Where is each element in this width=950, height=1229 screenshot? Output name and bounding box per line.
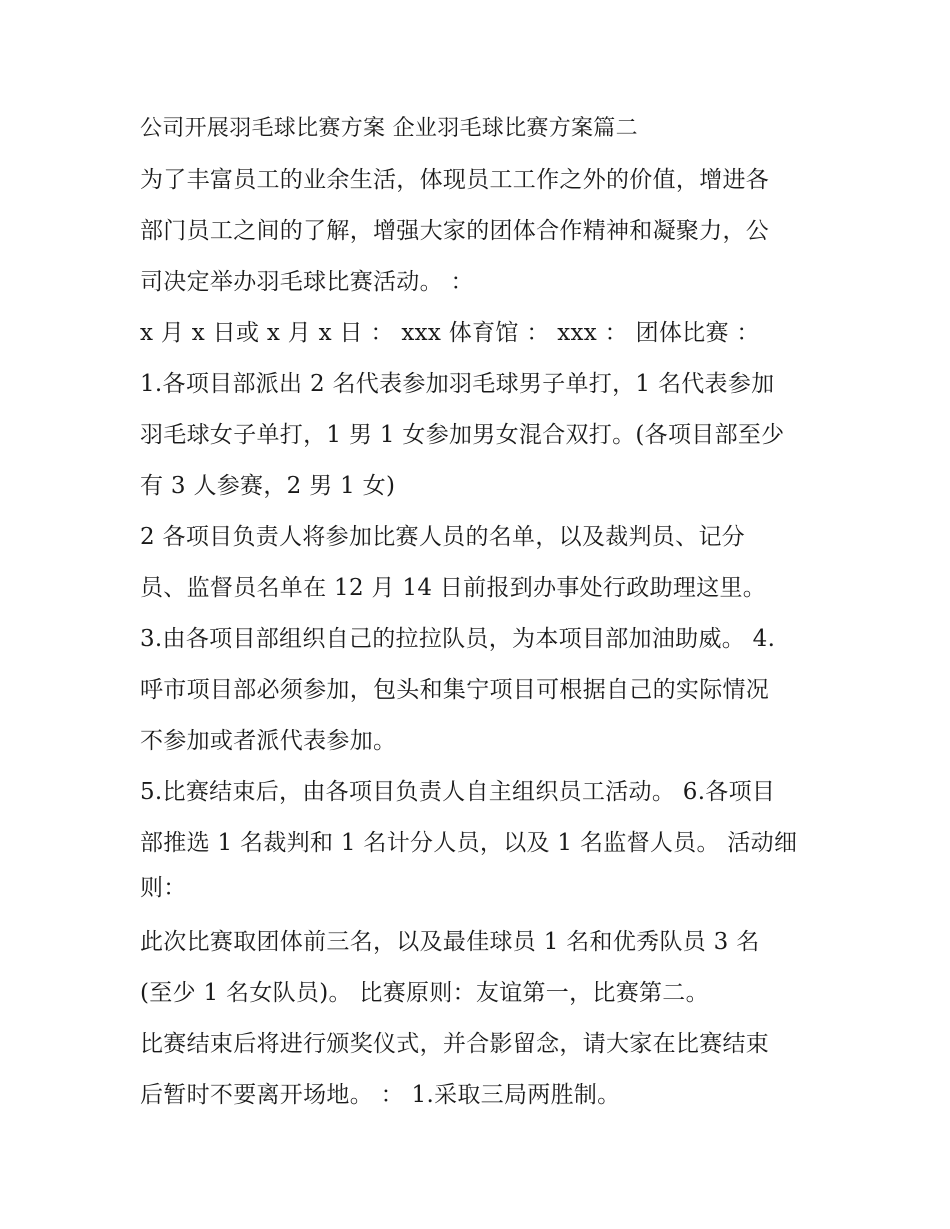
text-line: 为了丰富员工的业余生活，体现员工工作之外的价值，增进各 (140, 167, 770, 193)
text-line: 此次比赛取团体前三名，以及最佳球员 1 名和优秀队员 3 名 (140, 929, 760, 955)
text-line: 羽毛球女子单打，1 男 1 女参加男女混合双打。(各项目部至少 (140, 422, 785, 448)
text-line: 3.由各项目部组织自己的拉拉队员，为本项目部加油助威。 4. (140, 626, 776, 652)
text-line: 2 各项目负责人将参加比赛人员的名单，以及裁判员、记分 (140, 524, 746, 550)
text-line: 部推选 1 名裁判和 1 名计分人员，以及 1 名监督人员。 活动细 (140, 830, 798, 856)
text-line: 部门员工之间的了解，增强大家的团体合作精神和凝聚力，公 (140, 218, 770, 244)
text-line: 不参加或者派代表参加。 (140, 728, 397, 754)
text-line: 后暂时不要离开场地。 ： 1.采取三局两胜制。 (140, 1082, 621, 1108)
text-line: 有 3 人参赛，2 男 1 女) (140, 473, 396, 499)
document-title: 公司开展羽毛球比赛方案 企业羽毛球比赛方案篇二 (140, 116, 638, 141)
text-line: 比赛结束后将进行颁奖仪式，并合影留念，请大家在比赛结束 (140, 1031, 770, 1057)
text-line: x 月 x 日或 x 月 x 日 ： xxx 体育馆 ： xxx ： 团体比赛 ： (140, 320, 760, 346)
text-line: 司决定举办羽毛球比赛活动。 ： (140, 269, 474, 295)
text-line: 员、监督员名单在 12 月 14 日前报到办事处行政助理这里。 (140, 575, 767, 601)
text-line: 则： (140, 875, 187, 901)
text-line: 5.比赛结束后，由各项目负责人自主组织员工活动。 6.各项目 (140, 779, 776, 805)
text-line: (至少 1 名女队员)。 比赛原则：友谊第一，比赛第二。 (140, 980, 709, 1006)
text-line: 呼市项目部必须参加，包头和集宁项目可根据自己的实际情况 (140, 677, 770, 703)
text-line: 1.各项目部派出 2 名代表参加羽毛球男子单打，1 名代表参加 (140, 371, 775, 397)
